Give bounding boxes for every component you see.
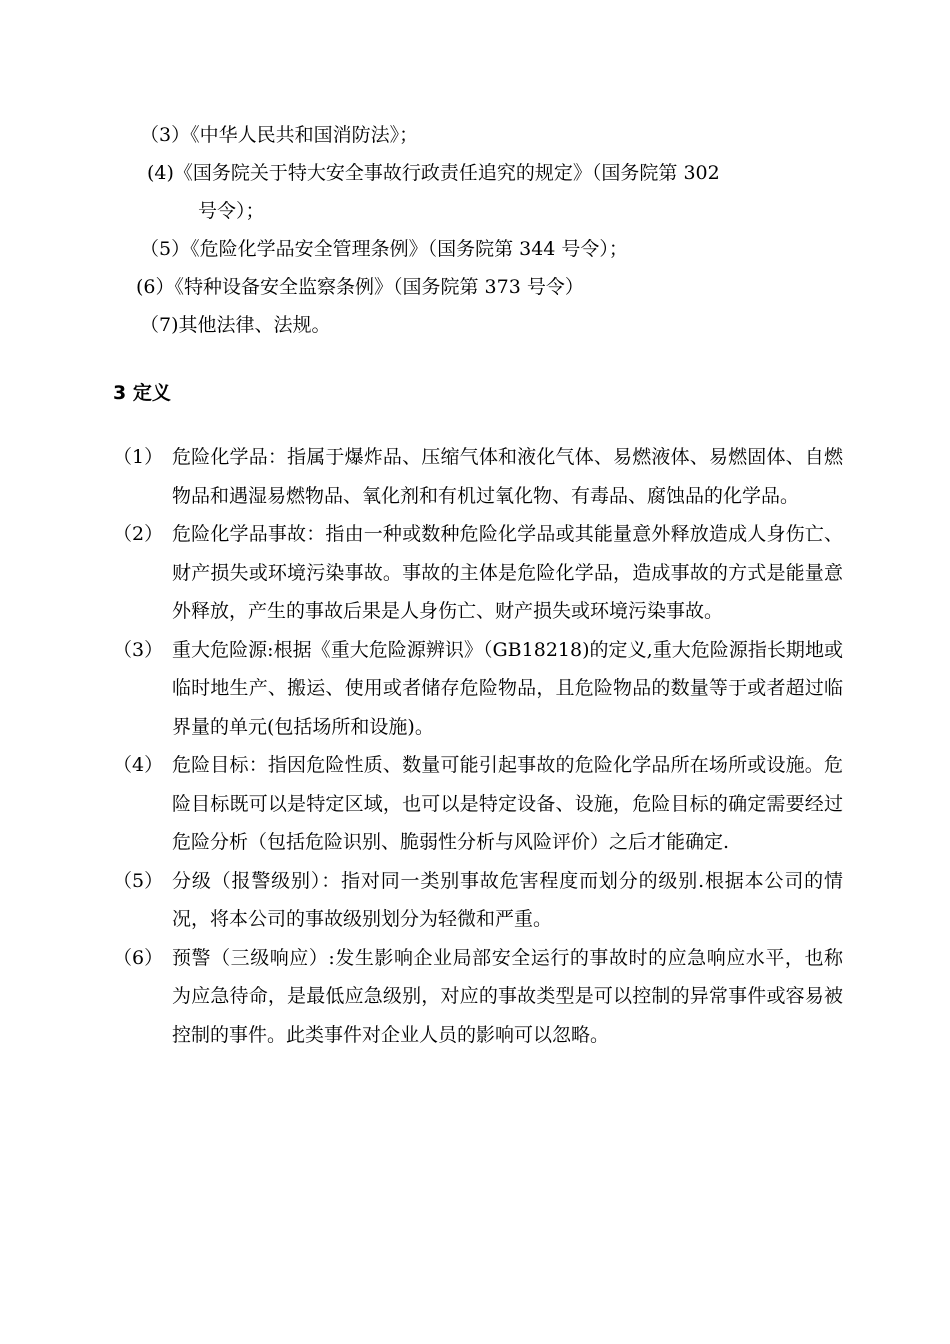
definition-item bbox=[113, 862, 843, 939]
law-item-6: (6）《特种设备安全监察条例》（国务院第 373 号令） bbox=[136, 276, 584, 298]
definition-item bbox=[113, 631, 843, 747]
definition-number: （6） bbox=[113, 946, 164, 969]
law-item-3: （3）《中华人民共和国消防法》； bbox=[140, 124, 419, 146]
definition-number: （3） bbox=[113, 638, 164, 661]
definition-number: （1） bbox=[113, 446, 164, 468]
definition-item bbox=[113, 939, 843, 1055]
definition-text: 危险化学品：指属于爆炸品、压缩气体和液化气体、易燃液体、易燃固体、自燃物品和遇湿易燃物品、氧化剂和有机过氧化物、有毒品、腐蚀品的化学品。 bbox=[172, 446, 843, 507]
definition-text: 预警（三级响应）:发生影响企业局部安全运行的事故时的应急响应水平，也称为应急待命，是最低应急级别，对应的事故类型是可以控制的异常事件或容易被控制的事件。此类事件对企业人员的影响可以忽略。 bbox=[172, 946, 843, 1046]
definition-number: （4） bbox=[113, 754, 164, 776]
section-heading: 3 定义 bbox=[113, 382, 171, 404]
law-item-4-continued: 号令）； bbox=[198, 200, 265, 222]
definition-list bbox=[113, 438, 843, 1054]
definition-number: （5） bbox=[113, 869, 164, 892]
definition-text: 重大危险源:根据《重大危险源辨识》（GB18218)的定义,重大危险源指长期地或临时地生产、搬运、使用或者储存危险物品，且危险物品的数量等于或者超过临界量的单元(包括场所和设施)。 bbox=[172, 638, 843, 738]
law-list bbox=[0, 116, 950, 344]
definition-item bbox=[113, 438, 843, 515]
law-item-5: （5）《危险化学品安全管理条例》（国务院第 344 号令）； bbox=[140, 238, 628, 260]
law-item-4: (4)《国务院关于特大安全事故行政责任追究的规定》（国务院第 302 bbox=[147, 162, 720, 184]
definition-text: 危险目标：指因危险性质、数量可能引起事故的危险化学品所在场所或设施。危险目标既可以是特定区域，也可以是特定设备、设施，危险目标的确定需要经过危险分析（包括危险识别、脆弱性分析与风险评价）之后才能确定. bbox=[172, 754, 843, 853]
definition-text: 危险化学品事故：指由一种或数种危险化学品或其能量意外释放造成人身伤亡、财产损失或环境污染事故。事故的主体是危险化学品，造成事故的方式是能量意外释放，产生的事故后果是人身伤亡、财产损失或环境污染事故。 bbox=[172, 523, 843, 622]
definition-text: 分级（报警级别）：指对同一类别事故危害程度而划分的级别.根据本公司的情况，将本公司的事故级别划分为轻微和严重。 bbox=[172, 869, 843, 930]
definition-number: （2） bbox=[113, 523, 164, 545]
definition-item bbox=[113, 515, 843, 631]
definition-item bbox=[113, 746, 843, 862]
law-item-7: （7)其他法律、法规。 bbox=[140, 314, 331, 336]
